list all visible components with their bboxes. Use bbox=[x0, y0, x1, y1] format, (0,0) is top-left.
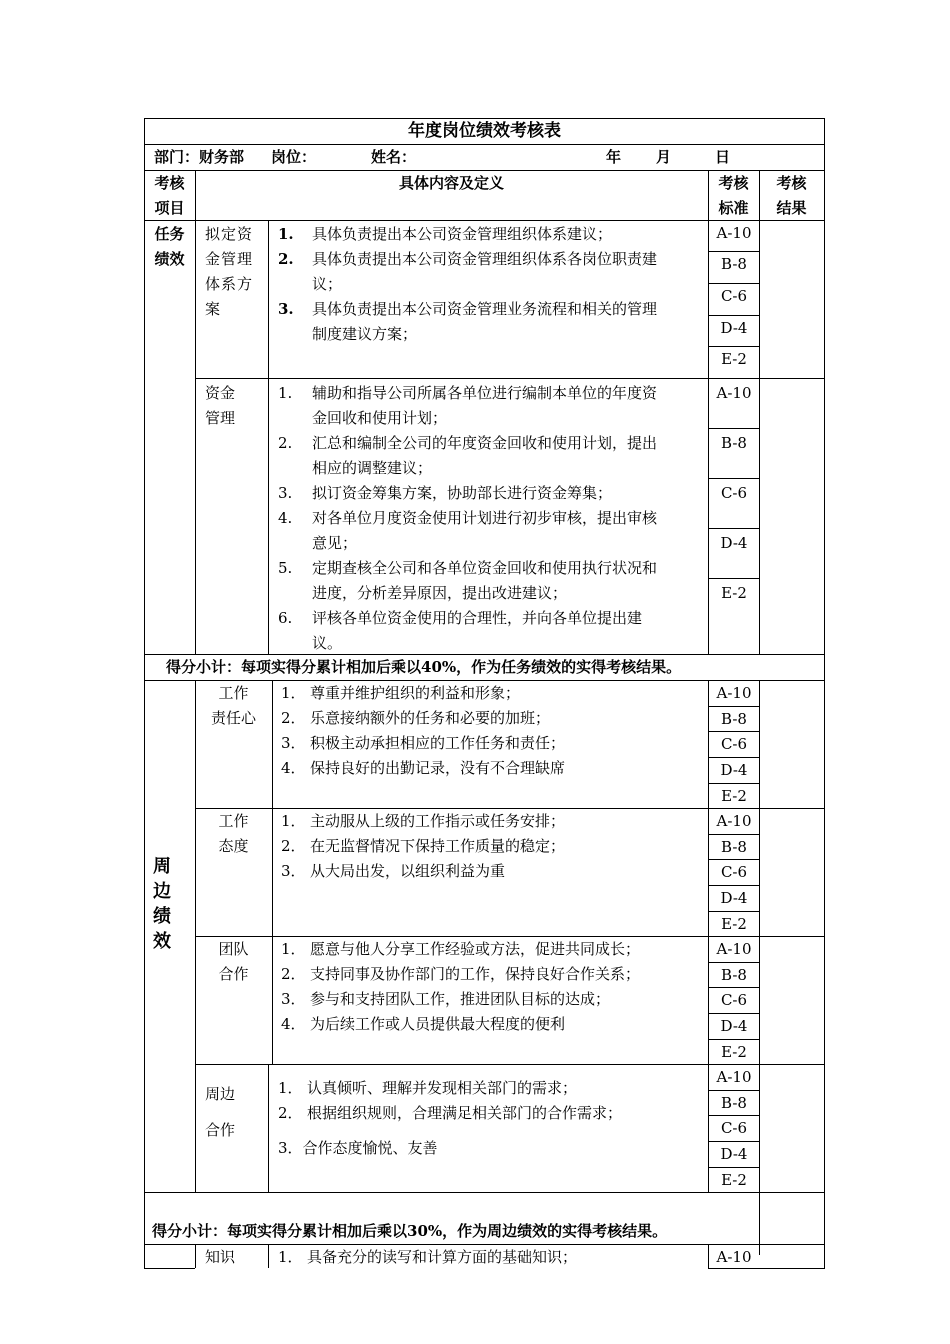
item-number: 5. bbox=[278, 559, 293, 577]
grade-option: A-10 bbox=[716, 384, 752, 402]
item-text: 拟订资金筹集方案，协助部长进行资金筹集； bbox=[312, 484, 613, 502]
grade-option: B-8 bbox=[721, 1094, 747, 1112]
item-number: 1． bbox=[281, 940, 306, 958]
grade-option: C-6 bbox=[720, 484, 748, 502]
grade-option: A-10 bbox=[716, 940, 752, 958]
item-number: 2． bbox=[281, 709, 306, 727]
item-text: 定期查核全公司和各单位资金回收和使用执行状况和 bbox=[312, 559, 658, 577]
grade-option: B-8 bbox=[721, 966, 747, 984]
grade-option: E-2 bbox=[721, 350, 747, 368]
grade-option: D-4 bbox=[720, 1017, 748, 1035]
grade-option: C-6 bbox=[720, 287, 748, 305]
item-text: 尊重并维护组织的利益和形象； bbox=[310, 684, 521, 702]
grade-option: A-10 bbox=[716, 1248, 752, 1266]
grade-option: C-6 bbox=[720, 991, 748, 1009]
grade-option: B-8 bbox=[721, 434, 747, 452]
item-number: 1． bbox=[281, 684, 306, 702]
item-text: 相应的调整建议； bbox=[312, 459, 433, 477]
item-text: 评核各单位资金使用的合理性，并向各单位提出建 bbox=[312, 609, 643, 627]
peripheral-subtotal: 得分小计：每项实得分累计相加后乘以30%，作为周边绩效的实得考核结果。 bbox=[152, 1222, 668, 1240]
position-label: 岗位： bbox=[271, 148, 317, 166]
item-number: 1． bbox=[281, 812, 306, 830]
item-number: 2. bbox=[278, 250, 294, 268]
item-text: 议。 bbox=[312, 634, 343, 652]
task-sub2-name: 资金 管理 bbox=[205, 384, 236, 427]
item-text: 乐意接纳额外的任务和必要的加班； bbox=[310, 709, 551, 727]
knowledge-name: 知识 bbox=[205, 1248, 236, 1266]
header-content: 具体内容及定义 bbox=[398, 174, 504, 192]
day-label: 日 bbox=[715, 148, 731, 166]
item-number: 6. bbox=[278, 609, 293, 627]
year-label: 年 bbox=[606, 148, 622, 166]
grade-option: A-10 bbox=[716, 684, 752, 702]
grade-option: D-4 bbox=[720, 319, 748, 337]
item-text: 辅助和指导公司所属各单位进行编制本单位的年度资 bbox=[312, 384, 658, 402]
grade-option: C-6 bbox=[720, 1119, 748, 1137]
grade-option: E-2 bbox=[721, 787, 747, 805]
item-text: 金回收和使用计划； bbox=[312, 409, 448, 427]
item-text: 支持同事及协作部门的工作，保持良好合作关系； bbox=[310, 965, 641, 983]
grade-option: A-10 bbox=[716, 1068, 752, 1086]
item-number: 1. bbox=[278, 384, 293, 402]
item-number: 3． bbox=[281, 862, 306, 880]
item-number: 3． bbox=[281, 734, 306, 752]
header-standard: 考核 标准 bbox=[718, 174, 749, 217]
grade-option: B-8 bbox=[721, 838, 747, 856]
item-text: 汇总和编制全公司的年度资金回收和使用计划，提出 bbox=[312, 434, 658, 452]
grade-option: A-10 bbox=[716, 224, 752, 242]
grade-option: C-6 bbox=[720, 863, 748, 881]
grade-option: A-10 bbox=[716, 812, 752, 830]
item-text: 制度建议方案； bbox=[312, 325, 418, 343]
grade-option: B-8 bbox=[721, 710, 747, 728]
item-text: 进度，分析差异原因，提出改进建议； bbox=[312, 584, 568, 602]
month-label: 月 bbox=[656, 148, 672, 166]
grade-option: D-4 bbox=[720, 889, 748, 907]
grade-option: E-2 bbox=[721, 915, 747, 933]
item-text: 具体负责提出本公司资金管理组织体系各岗位职责建 bbox=[312, 250, 658, 268]
peripheral-sub4-name: 周边 合作 bbox=[205, 1085, 236, 1139]
item-number: 4． bbox=[281, 1015, 306, 1033]
page-title: 年度岗位绩效考核表 bbox=[408, 121, 561, 141]
item-text: 愿意与他人分享工作经验或方法，促进共同成长； bbox=[310, 940, 641, 958]
header-item: 考核 项目 bbox=[154, 174, 185, 217]
item-number: 1． bbox=[278, 1079, 303, 1097]
peripheral-sub3-name: 团队 合作 bbox=[218, 940, 249, 983]
item-text: 在无监督情况下保持工作质量的稳定； bbox=[310, 837, 566, 855]
item-text: 具备充分的读写和计算方面的基础知识； bbox=[307, 1248, 578, 1266]
item-text: 具体负责提出本公司资金管理组织体系建议； bbox=[312, 225, 613, 243]
item-text: 根据组织规则，合理满足相关部门的合作需求； bbox=[307, 1104, 623, 1122]
item-number: 2． bbox=[278, 1104, 303, 1122]
item-number: 3. bbox=[278, 300, 294, 318]
grade-option: B-8 bbox=[721, 255, 747, 273]
item-number: 2． bbox=[281, 965, 306, 983]
grade-option: D-4 bbox=[720, 761, 748, 779]
item-text: 为后续工作或人员提供最大程度的便利 bbox=[310, 1015, 566, 1033]
peripheral-category: 周 边 绩 效 bbox=[153, 856, 171, 952]
grade-option: D-4 bbox=[720, 534, 748, 552]
peripheral-sub2-name: 工作 态度 bbox=[218, 812, 249, 855]
item-number: 2． bbox=[281, 837, 306, 855]
header-result: 考核 结果 bbox=[776, 174, 807, 217]
name-label: 姓名： bbox=[371, 148, 417, 166]
item-text: 保持良好的出勤记录，没有不合理缺席 bbox=[310, 759, 566, 777]
item-text: 对各单位月度资金使用计划进行初步审核，提出审核 bbox=[312, 509, 658, 527]
item-text: 从大局出发，以组织利益为重 bbox=[310, 862, 506, 880]
item-text: 主动服从上级的工作指示或任务安排； bbox=[310, 812, 566, 830]
item-number: 1． bbox=[278, 1248, 303, 1266]
item-text: 认真倾听、理解并发现相关部门的需求； bbox=[307, 1079, 578, 1097]
task-sub1-name: 拟定资 金管理 体系方 案 bbox=[205, 225, 254, 318]
item-number: 2. bbox=[278, 434, 293, 452]
item-number: 3． bbox=[281, 990, 306, 1008]
item-text: 积极主动承担相应的工作任务和责任； bbox=[310, 734, 566, 752]
grade-option: E-2 bbox=[721, 584, 747, 602]
grade-option: C-6 bbox=[720, 735, 748, 753]
item-number: 4. bbox=[278, 509, 293, 527]
department-label: 部门：财务部 bbox=[154, 148, 245, 166]
item-text: 3．合作态度愉悦、友善 bbox=[278, 1139, 438, 1157]
grade-option: D-4 bbox=[720, 1145, 748, 1163]
peripheral-sub1-name: 工作 责任心 bbox=[210, 684, 256, 727]
task-subtotal: 得分小计：每项实得分累计相加后乘以40%，作为任务绩效的实得考核结果。 bbox=[166, 658, 682, 676]
item-number: 1. bbox=[278, 225, 294, 243]
item-number: 4． bbox=[281, 759, 306, 777]
grade-option: E-2 bbox=[721, 1043, 747, 1061]
item-text: 议； bbox=[312, 275, 343, 293]
item-text: 参与和支持团队工作，推进团队目标的达成； bbox=[310, 990, 611, 1008]
item-text: 意见； bbox=[312, 534, 358, 552]
item-text: 具体负责提出本公司资金管理业务流程和相关的管理 bbox=[312, 300, 658, 318]
grade-option: E-2 bbox=[721, 1171, 747, 1189]
item-number: 3. bbox=[278, 484, 293, 502]
task-category: 任务 绩效 bbox=[154, 225, 185, 268]
